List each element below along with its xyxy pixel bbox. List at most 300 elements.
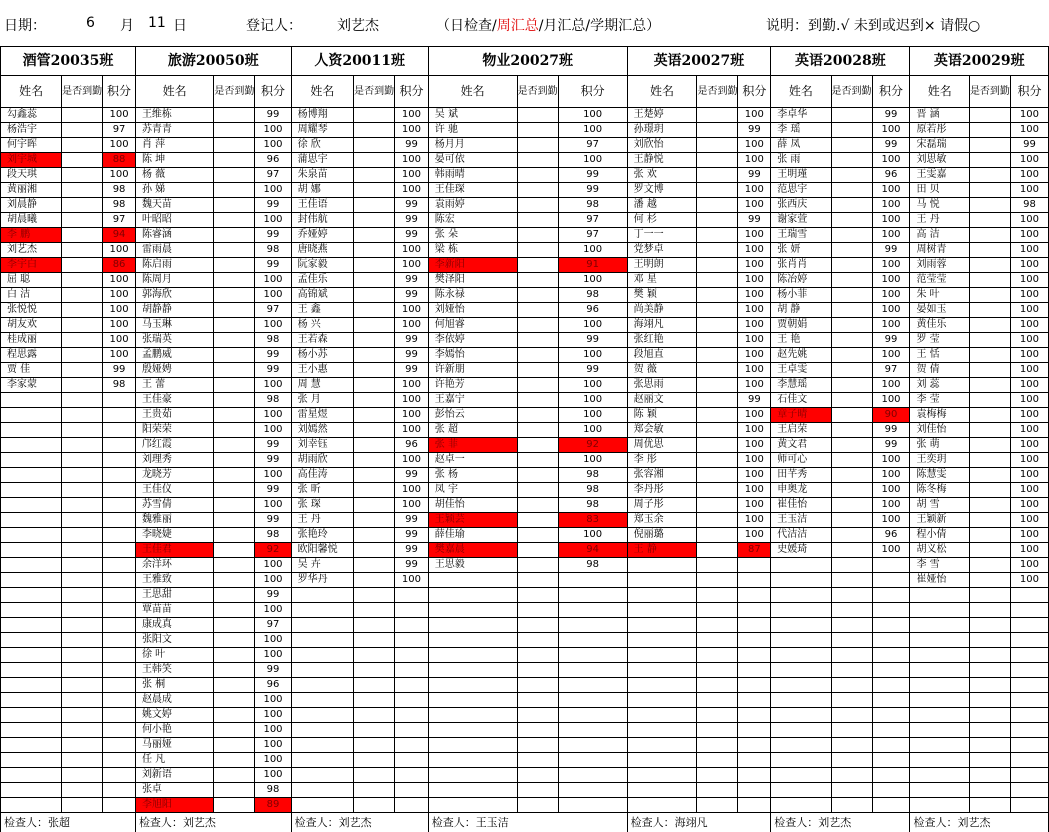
score-cell[interactable]: 100: [738, 228, 771, 243]
student-name-cell[interactable]: 刘宇城: [1, 153, 62, 168]
student-name-cell[interactable]: 刘嫣然: [291, 423, 354, 438]
attendance-cell[interactable]: [214, 138, 255, 153]
attendance-cell[interactable]: [969, 693, 1010, 708]
attendance-cell[interactable]: [214, 363, 255, 378]
attendance-cell[interactable]: [214, 258, 255, 273]
score-cell[interactable]: 100: [255, 768, 291, 783]
attendance-cell[interactable]: [354, 243, 395, 258]
score-cell[interactable]: 99: [395, 213, 429, 228]
student-name-cell[interactable]: [771, 693, 831, 708]
score-cell[interactable]: [558, 678, 627, 693]
attendance-cell[interactable]: [831, 663, 872, 678]
student-name-cell[interactable]: 王明瑾: [771, 168, 831, 183]
score-cell[interactable]: 94: [558, 543, 627, 558]
student-name-cell[interactable]: [1, 648, 62, 663]
student-name-cell[interactable]: [910, 603, 969, 618]
attendance-cell[interactable]: [831, 573, 872, 588]
student-name-cell[interactable]: 胡 静: [771, 303, 831, 318]
score-cell[interactable]: 100: [1010, 528, 1048, 543]
score-cell[interactable]: 100: [872, 483, 910, 498]
score-cell[interactable]: 100: [255, 648, 291, 663]
score-cell[interactable]: 100: [1010, 243, 1048, 258]
student-name-cell[interactable]: 王 丹: [291, 513, 354, 528]
student-name-cell[interactable]: 代洁洁: [771, 528, 831, 543]
score-cell[interactable]: 100: [395, 183, 429, 198]
score-cell[interactable]: 99: [255, 513, 291, 528]
student-name-cell[interactable]: 彭怡云: [428, 408, 517, 423]
attendance-cell[interactable]: [697, 108, 738, 123]
attendance-cell[interactable]: [62, 228, 103, 243]
student-name-cell[interactable]: [627, 663, 697, 678]
score-cell[interactable]: 98: [558, 198, 627, 213]
attendance-cell[interactable]: [354, 528, 395, 543]
score-cell[interactable]: [558, 783, 627, 798]
student-name-cell[interactable]: 杨小苏: [291, 348, 354, 363]
attendance-cell[interactable]: [831, 633, 872, 648]
student-name-cell[interactable]: 章子晴: [771, 408, 831, 423]
attendance-cell[interactable]: [354, 438, 395, 453]
score-cell[interactable]: 100: [1010, 393, 1048, 408]
score-cell[interactable]: [738, 618, 771, 633]
attendance-cell[interactable]: [969, 483, 1010, 498]
score-cell[interactable]: [558, 753, 627, 768]
score-cell[interactable]: [558, 723, 627, 738]
student-name-cell[interactable]: 程小倩: [910, 528, 969, 543]
score-cell[interactable]: [395, 663, 429, 678]
attendance-cell[interactable]: [354, 123, 395, 138]
attendance-cell[interactable]: [697, 603, 738, 618]
score-cell[interactable]: 100: [255, 123, 291, 138]
score-cell[interactable]: [872, 603, 910, 618]
attendance-cell[interactable]: [697, 453, 738, 468]
student-name-cell[interactable]: 袁梅梅: [910, 408, 969, 423]
attendance-cell[interactable]: [517, 723, 558, 738]
attendance-cell[interactable]: [969, 168, 1010, 183]
student-name-cell[interactable]: [771, 798, 831, 813]
score-cell[interactable]: [103, 783, 136, 798]
attendance-cell[interactable]: [62, 363, 103, 378]
attendance-cell[interactable]: [969, 663, 1010, 678]
score-cell[interactable]: [738, 558, 771, 573]
attendance-cell[interactable]: [517, 648, 558, 663]
student-name-cell[interactable]: [1, 528, 62, 543]
student-name-cell[interactable]: [771, 738, 831, 753]
attendance-cell[interactable]: [831, 348, 872, 363]
attendance-cell[interactable]: [697, 168, 738, 183]
score-cell[interactable]: 98: [558, 483, 627, 498]
student-name-cell[interactable]: 樊 颖: [627, 288, 697, 303]
student-name-cell[interactable]: 王佳君: [135, 543, 213, 558]
attendance-cell[interactable]: [831, 228, 872, 243]
attendance-cell[interactable]: [62, 663, 103, 678]
score-cell[interactable]: 100: [103, 243, 136, 258]
attendance-cell[interactable]: [354, 108, 395, 123]
student-name-cell[interactable]: 刘艺杰: [1, 243, 62, 258]
attendance-cell[interactable]: [62, 588, 103, 603]
attendance-cell[interactable]: [831, 363, 872, 378]
attendance-cell[interactable]: [214, 213, 255, 228]
score-cell[interactable]: 100: [872, 513, 910, 528]
attendance-cell[interactable]: [697, 138, 738, 153]
score-cell[interactable]: [558, 603, 627, 618]
student-name-cell[interactable]: 张西庆: [771, 198, 831, 213]
student-name-cell[interactable]: [428, 573, 517, 588]
attendance-cell[interactable]: [969, 213, 1010, 228]
score-cell[interactable]: 96: [395, 438, 429, 453]
attendance-cell[interactable]: [62, 183, 103, 198]
attendance-cell[interactable]: [62, 138, 103, 153]
score-cell[interactable]: 91: [558, 258, 627, 273]
student-name-cell[interactable]: 赵卓一: [428, 453, 517, 468]
student-name-cell[interactable]: 孙璟玥: [627, 123, 697, 138]
student-name-cell[interactable]: 薛 凤: [771, 138, 831, 153]
score-cell[interactable]: [738, 588, 771, 603]
student-name-cell[interactable]: [771, 768, 831, 783]
attendance-cell[interactable]: [697, 213, 738, 228]
score-cell[interactable]: 100: [1010, 468, 1048, 483]
score-cell[interactable]: 100: [1010, 378, 1048, 393]
score-cell[interactable]: 98: [255, 243, 291, 258]
score-cell[interactable]: 100: [395, 258, 429, 273]
attendance-cell[interactable]: [214, 528, 255, 543]
score-cell[interactable]: [558, 648, 627, 663]
score-cell[interactable]: 100: [103, 303, 136, 318]
student-name-cell[interactable]: [627, 573, 697, 588]
attendance-cell[interactable]: [969, 363, 1010, 378]
score-cell[interactable]: [872, 573, 910, 588]
attendance-cell[interactable]: [969, 708, 1010, 723]
attendance-cell[interactable]: [697, 693, 738, 708]
score-cell[interactable]: 100: [872, 288, 910, 303]
attendance-cell[interactable]: [214, 333, 255, 348]
student-name-cell[interactable]: 刘佳怡: [910, 423, 969, 438]
student-name-cell[interactable]: 勾鑫蕊: [1, 108, 62, 123]
student-name-cell[interactable]: 范思宇: [771, 183, 831, 198]
score-cell[interactable]: 97: [558, 213, 627, 228]
student-name-cell[interactable]: [627, 798, 697, 813]
student-name-cell[interactable]: 余洋环: [135, 558, 213, 573]
student-name-cell[interactable]: 张卓: [135, 783, 213, 798]
student-name-cell[interactable]: 朱 叶: [910, 288, 969, 303]
attendance-cell[interactable]: [831, 738, 872, 753]
student-name-cell[interactable]: [771, 558, 831, 573]
score-cell[interactable]: 100: [558, 108, 627, 123]
score-cell[interactable]: 100: [255, 723, 291, 738]
attendance-cell[interactable]: [214, 573, 255, 588]
student-name-cell[interactable]: 贾 佳: [1, 363, 62, 378]
attendance-cell[interactable]: [517, 498, 558, 513]
score-cell[interactable]: 100: [872, 498, 910, 513]
score-cell[interactable]: [103, 723, 136, 738]
student-name-cell[interactable]: 王佳琛: [428, 183, 517, 198]
student-name-cell[interactable]: 王若森: [291, 333, 354, 348]
attendance-cell[interactable]: [831, 258, 872, 273]
score-cell[interactable]: 100: [738, 378, 771, 393]
score-cell[interactable]: 100: [395, 483, 429, 498]
attendance-cell[interactable]: [831, 123, 872, 138]
score-cell[interactable]: 100: [103, 108, 136, 123]
student-name-cell[interactable]: 贾朝娟: [771, 318, 831, 333]
attendance-cell[interactable]: [831, 543, 872, 558]
student-name-cell[interactable]: 何小艳: [135, 723, 213, 738]
student-name-cell[interactable]: [1, 453, 62, 468]
attendance-cell[interactable]: [354, 738, 395, 753]
attendance-cell[interactable]: [831, 693, 872, 708]
student-name-cell[interactable]: [910, 663, 969, 678]
score-cell[interactable]: 100: [255, 603, 291, 618]
score-cell[interactable]: [738, 708, 771, 723]
student-name-cell[interactable]: 孟鹏威: [135, 348, 213, 363]
attendance-cell[interactable]: [697, 408, 738, 423]
student-name-cell[interactable]: [428, 618, 517, 633]
attendance-cell[interactable]: [831, 438, 872, 453]
attendance-cell[interactable]: [214, 603, 255, 618]
student-name-cell[interactable]: [910, 633, 969, 648]
attendance-cell[interactable]: [354, 198, 395, 213]
score-cell[interactable]: 90: [872, 408, 910, 423]
score-cell[interactable]: 100: [395, 123, 429, 138]
score-cell[interactable]: 100: [1010, 108, 1048, 123]
student-name-cell[interactable]: 王佳仪: [135, 483, 213, 498]
student-name-cell[interactable]: 王雅致: [135, 573, 213, 588]
student-name-cell[interactable]: 何旭睿: [428, 318, 517, 333]
score-cell[interactable]: 100: [255, 468, 291, 483]
attendance-cell[interactable]: [62, 708, 103, 723]
score-cell[interactable]: [738, 663, 771, 678]
attendance-cell[interactable]: [697, 183, 738, 198]
score-cell[interactable]: 100: [1010, 303, 1048, 318]
student-name-cell[interactable]: 崔娅怡: [910, 573, 969, 588]
student-name-cell[interactable]: [627, 678, 697, 693]
attendance-cell[interactable]: [62, 573, 103, 588]
attendance-cell[interactable]: [214, 348, 255, 363]
attendance-cell[interactable]: [62, 753, 103, 768]
student-name-cell[interactable]: 崔佳怡: [771, 498, 831, 513]
attendance-cell[interactable]: [697, 363, 738, 378]
attendance-cell[interactable]: [969, 273, 1010, 288]
attendance-cell[interactable]: [831, 333, 872, 348]
score-cell[interactable]: [872, 663, 910, 678]
student-name-cell[interactable]: 程思露: [1, 348, 62, 363]
score-cell[interactable]: [395, 723, 429, 738]
student-name-cell[interactable]: 凤 宇: [428, 483, 517, 498]
student-name-cell[interactable]: 王 丹: [910, 213, 969, 228]
attendance-cell[interactable]: [517, 453, 558, 468]
score-cell[interactable]: 100: [103, 333, 136, 348]
attendance-cell[interactable]: [831, 288, 872, 303]
student-name-cell[interactable]: [428, 693, 517, 708]
score-cell[interactable]: [1010, 678, 1048, 693]
student-name-cell[interactable]: [1, 663, 62, 678]
score-cell[interactable]: 100: [255, 693, 291, 708]
student-name-cell[interactable]: 陈宏: [428, 213, 517, 228]
student-name-cell[interactable]: 王 蕾: [135, 378, 213, 393]
score-cell[interactable]: 100: [1010, 513, 1048, 528]
attendance-cell[interactable]: [517, 318, 558, 333]
student-name-cell[interactable]: [910, 738, 969, 753]
student-name-cell[interactable]: 王小惠: [291, 363, 354, 378]
attendance-cell[interactable]: [697, 438, 738, 453]
student-name-cell[interactable]: 李 彤: [627, 453, 697, 468]
score-cell[interactable]: 100: [1010, 168, 1048, 183]
student-name-cell[interactable]: 屈 聪: [1, 273, 62, 288]
attendance-cell[interactable]: [62, 378, 103, 393]
student-name-cell[interactable]: 白 洁: [1, 288, 62, 303]
attendance-cell[interactable]: [62, 153, 103, 168]
attendance-cell[interactable]: [62, 678, 103, 693]
attendance-cell[interactable]: [517, 438, 558, 453]
attendance-cell[interactable]: [214, 633, 255, 648]
attendance-cell[interactable]: [517, 798, 558, 813]
student-name-cell[interactable]: 王嘉宁: [428, 393, 517, 408]
attendance-cell[interactable]: [62, 273, 103, 288]
student-name-cell[interactable]: 杨博翔: [291, 108, 354, 123]
attendance-cell[interactable]: [697, 483, 738, 498]
score-cell[interactable]: [1010, 708, 1048, 723]
score-cell[interactable]: [738, 573, 771, 588]
score-cell[interactable]: [395, 588, 429, 603]
score-cell[interactable]: 87: [738, 543, 771, 558]
score-cell[interactable]: 100: [872, 228, 910, 243]
student-name-cell[interactable]: [771, 633, 831, 648]
attendance-cell[interactable]: [62, 423, 103, 438]
score-cell[interactable]: 100: [255, 378, 291, 393]
student-name-cell[interactable]: 胡 娜: [291, 183, 354, 198]
attendance-cell[interactable]: [214, 678, 255, 693]
attendance-cell[interactable]: [969, 123, 1010, 138]
score-cell[interactable]: 100: [255, 288, 291, 303]
attendance-cell[interactable]: [354, 288, 395, 303]
score-cell[interactable]: 99: [255, 348, 291, 363]
score-cell[interactable]: 100: [1010, 258, 1048, 273]
student-name-cell[interactable]: 张悦悦: [1, 303, 62, 318]
attendance-cell[interactable]: [969, 783, 1010, 798]
score-cell[interactable]: 100: [738, 483, 771, 498]
score-cell[interactable]: 100: [558, 348, 627, 363]
score-cell[interactable]: 99: [395, 528, 429, 543]
student-name-cell[interactable]: 何宇晖: [1, 138, 62, 153]
student-name-cell[interactable]: 海翊凡: [627, 318, 697, 333]
student-name-cell[interactable]: 周 慧: [291, 378, 354, 393]
student-name-cell[interactable]: 雷星煜: [291, 408, 354, 423]
attendance-cell[interactable]: [62, 168, 103, 183]
attendance-cell[interactable]: [354, 648, 395, 663]
score-cell[interactable]: [872, 723, 910, 738]
attendance-cell[interactable]: [831, 498, 872, 513]
student-name-cell[interactable]: 罗华丹: [291, 573, 354, 588]
student-name-cell[interactable]: 高佳涛: [291, 468, 354, 483]
student-name-cell[interactable]: 王 鑫: [291, 303, 354, 318]
attendance-cell[interactable]: [354, 753, 395, 768]
attendance-cell[interactable]: [969, 348, 1010, 363]
score-cell[interactable]: 99: [1010, 138, 1048, 153]
attendance-cell[interactable]: [697, 663, 738, 678]
score-cell[interactable]: 99: [738, 213, 771, 228]
student-name-cell[interactable]: [1, 723, 62, 738]
score-cell[interactable]: 100: [738, 423, 771, 438]
student-name-cell[interactable]: 张阳文: [135, 633, 213, 648]
student-name-cell[interactable]: [291, 588, 354, 603]
attendance-cell[interactable]: [62, 243, 103, 258]
student-name-cell[interactable]: 徐 欣: [291, 138, 354, 153]
student-name-cell[interactable]: 刘晨静: [1, 198, 62, 213]
attendance-cell[interactable]: [62, 528, 103, 543]
student-name-cell[interactable]: [1, 738, 62, 753]
score-cell[interactable]: 100: [1010, 228, 1048, 243]
attendance-cell[interactable]: [214, 153, 255, 168]
student-name-cell[interactable]: 王佳语: [291, 198, 354, 213]
attendance-cell[interactable]: [831, 753, 872, 768]
score-cell[interactable]: [1010, 798, 1048, 813]
score-cell[interactable]: [1010, 723, 1048, 738]
attendance-cell[interactable]: [969, 228, 1010, 243]
score-cell[interactable]: [395, 768, 429, 783]
score-cell[interactable]: [103, 753, 136, 768]
score-cell[interactable]: [395, 708, 429, 723]
student-name-cell[interactable]: 李 瑶: [771, 123, 831, 138]
student-name-cell[interactable]: [1, 483, 62, 498]
attendance-cell[interactable]: [354, 708, 395, 723]
student-name-cell[interactable]: 杨 兴: [291, 318, 354, 333]
student-name-cell[interactable]: 韩雨晴: [428, 168, 517, 183]
score-cell[interactable]: 99: [872, 438, 910, 453]
student-name-cell[interactable]: 周优思: [627, 438, 697, 453]
student-name-cell[interactable]: 张 杨: [428, 468, 517, 483]
attendance-cell[interactable]: [697, 258, 738, 273]
student-name-cell[interactable]: 王启荣: [771, 423, 831, 438]
attendance-cell[interactable]: [354, 573, 395, 588]
student-name-cell[interactable]: 王颖新: [910, 513, 969, 528]
score-cell[interactable]: 97: [558, 138, 627, 153]
attendance-cell[interactable]: [214, 288, 255, 303]
score-cell[interactable]: 99: [872, 108, 910, 123]
student-name-cell[interactable]: [1, 513, 62, 528]
score-cell[interactable]: 100: [558, 423, 627, 438]
score-cell[interactable]: 100: [255, 573, 291, 588]
student-name-cell[interactable]: 李丹彤: [627, 483, 697, 498]
attendance-cell[interactable]: [354, 693, 395, 708]
attendance-cell[interactable]: [697, 228, 738, 243]
student-name-cell[interactable]: 胡静静: [135, 303, 213, 318]
score-cell[interactable]: 100: [255, 498, 291, 513]
attendance-cell[interactable]: [62, 543, 103, 558]
student-name-cell[interactable]: [771, 708, 831, 723]
attendance-cell[interactable]: [831, 603, 872, 618]
score-cell[interactable]: [738, 768, 771, 783]
attendance-cell[interactable]: [831, 303, 872, 318]
score-cell[interactable]: 100: [103, 288, 136, 303]
student-name-cell[interactable]: [910, 768, 969, 783]
score-cell[interactable]: 100: [558, 528, 627, 543]
score-cell[interactable]: 100: [1010, 408, 1048, 423]
student-name-cell[interactable]: 王明朗: [627, 258, 697, 273]
student-name-cell[interactable]: [428, 678, 517, 693]
score-cell[interactable]: [395, 633, 429, 648]
attendance-cell[interactable]: [354, 213, 395, 228]
student-name-cell[interactable]: 李新阳: [428, 258, 517, 273]
student-name-cell[interactable]: 张 菲: [428, 438, 517, 453]
attendance-cell[interactable]: [214, 483, 255, 498]
attendance-cell[interactable]: [62, 303, 103, 318]
score-cell[interactable]: 100: [1010, 213, 1048, 228]
student-name-cell[interactable]: [627, 558, 697, 573]
attendance-cell[interactable]: [831, 183, 872, 198]
student-name-cell[interactable]: [428, 798, 517, 813]
student-name-cell[interactable]: 乔娅婷: [291, 228, 354, 243]
attendance-cell[interactable]: [517, 408, 558, 423]
attendance-cell[interactable]: [214, 513, 255, 528]
score-cell[interactable]: [103, 708, 136, 723]
